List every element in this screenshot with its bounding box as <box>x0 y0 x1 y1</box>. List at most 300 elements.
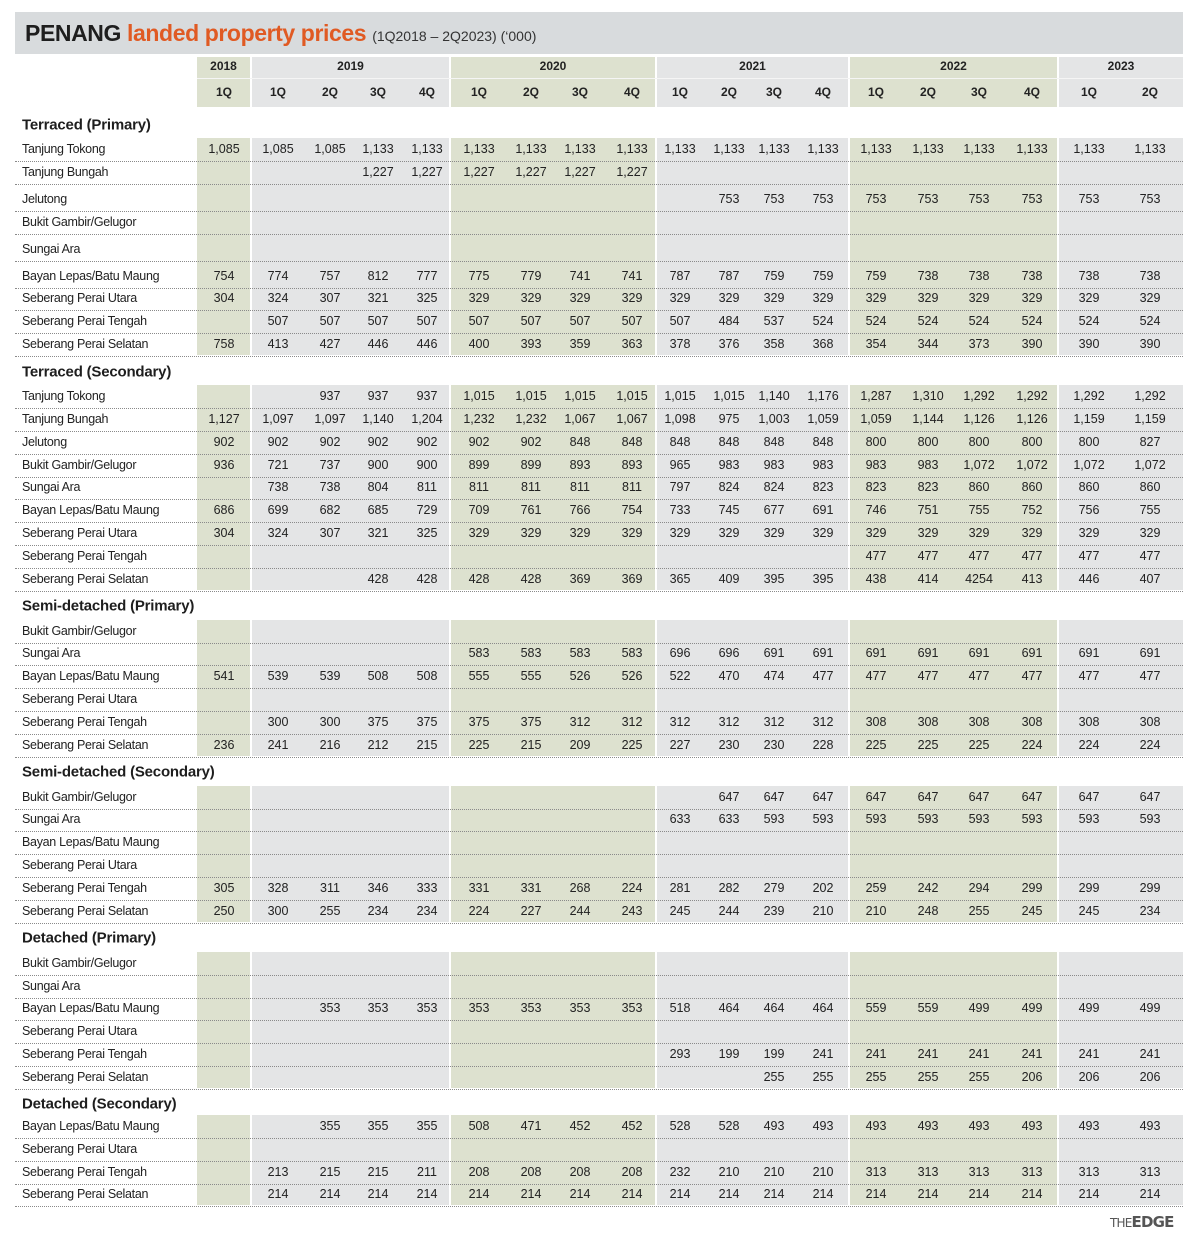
table-cell: 741 <box>569 268 591 283</box>
row-divider <box>15 591 1183 592</box>
table-cell: 308 <box>917 714 939 729</box>
table-cell: 691 <box>812 645 834 660</box>
table-cell: 686 <box>213 502 235 517</box>
table-cell: 738 <box>1139 268 1161 283</box>
table-cell: 1,292 <box>1016 388 1048 403</box>
row-label: Sungai Ara <box>22 978 81 993</box>
table-cell: 899 <box>468 457 490 472</box>
table-cell: 243 <box>621 903 643 918</box>
table-cell: 555 <box>520 668 542 683</box>
row-label: Seberang Perai Tengah <box>22 313 147 328</box>
table-cell: 507 <box>621 313 643 328</box>
table-cell: 738 <box>319 479 341 494</box>
table-cell: 234 <box>367 903 389 918</box>
table-cell: 452 <box>569 1118 591 1133</box>
table-cell: 753 <box>1021 191 1043 206</box>
table-cell: 524 <box>1021 313 1043 328</box>
table-cell: 300 <box>319 714 341 729</box>
row-divider <box>15 831 1183 832</box>
table-cell: 758 <box>213 336 235 351</box>
row-divider <box>15 643 1183 644</box>
table-cell: 1,140 <box>362 411 394 426</box>
row-divider <box>15 734 1183 735</box>
table-cell: 1,176 <box>807 388 839 403</box>
table-cell: 691 <box>763 645 785 660</box>
table-cell: 227 <box>669 737 691 752</box>
section-title: Detached (Primary) <box>22 929 156 947</box>
table-cell: 214 <box>1078 1186 1100 1201</box>
table-cell: 777 <box>416 268 438 283</box>
table-cell: 331 <box>520 880 542 895</box>
table-cell: 241 <box>1078 1046 1100 1061</box>
table-cell: 1,133 <box>362 141 394 156</box>
row-divider <box>15 288 1183 289</box>
table-cell: 427 <box>319 336 341 351</box>
table-cell: 741 <box>621 268 643 283</box>
section-title: Detached (Secondary) <box>22 1095 177 1113</box>
quarter-header: 1Q <box>671 85 689 99</box>
table-cell: 333 <box>416 880 438 895</box>
table-cell: 224 <box>1021 737 1043 752</box>
table-cell: 507 <box>569 313 591 328</box>
table-cell: 239 <box>763 903 785 918</box>
table-cell: 860 <box>1021 479 1043 494</box>
table-cell: 583 <box>569 645 591 660</box>
table-cell: 329 <box>1139 290 1161 305</box>
table-cell: 353 <box>468 1000 490 1015</box>
table-cell: 369 <box>569 571 591 586</box>
table-cell: 746 <box>865 502 887 517</box>
table-cell: 355 <box>319 1118 341 1133</box>
table-cell: 268 <box>569 880 591 895</box>
table-cell: 1,133 <box>963 141 995 156</box>
table-cell: 800 <box>917 434 939 449</box>
table-cell: 293 <box>669 1046 691 1061</box>
table-cell: 308 <box>968 714 990 729</box>
table-cell: 225 <box>917 737 939 752</box>
table-cell: 518 <box>669 1000 691 1015</box>
table-cell: 647 <box>1078 789 1100 804</box>
table-cell: 633 <box>669 811 691 826</box>
row-label: Seberang Perai Tengah <box>22 1046 147 1061</box>
table-cell: 975 <box>718 411 740 426</box>
row-label: Bukit Gambir/Gelugor <box>22 955 137 970</box>
quarter-header: 2Q <box>1141 85 1159 99</box>
table-cell: 721 <box>267 457 289 472</box>
table-cell: 493 <box>917 1118 939 1133</box>
table-cell: 299 <box>1021 880 1043 895</box>
table-cell: 305 <box>213 880 235 895</box>
quarter-header: 2Q <box>720 85 738 99</box>
table-cell: 811 <box>570 479 590 494</box>
table-cell: 329 <box>718 290 740 305</box>
table-cell: 1,133 <box>1134 141 1166 156</box>
table-cell: 696 <box>718 645 740 660</box>
table-cell: 737 <box>319 457 341 472</box>
table-cell: 1,133 <box>713 141 745 156</box>
row-divider <box>15 975 1183 976</box>
table-cell: 733 <box>669 502 691 517</box>
table-cell: 245 <box>669 903 691 918</box>
row-label: Tanjung Bungah <box>22 411 109 426</box>
quarter-header: 1Q <box>215 85 233 99</box>
row-label: Bayan Lepas/Batu Maung <box>22 834 160 849</box>
table-cell: 593 <box>763 811 785 826</box>
table-cell: 647 <box>763 789 785 804</box>
quarter-header: 1Q <box>1080 85 1098 99</box>
table-cell: 324 <box>267 525 289 540</box>
the-edge-logo <box>1110 1213 1174 1231</box>
table-cell: 738 <box>917 268 939 283</box>
table-cell: 541 <box>213 668 235 683</box>
table-cell: 507 <box>319 313 341 328</box>
table-cell: 474 <box>763 668 785 683</box>
table-cell: 224 <box>621 880 643 895</box>
title-suffix: (1Q2018 – 2Q2023) (‘000) <box>372 28 537 44</box>
row-divider <box>15 333 1183 334</box>
table-cell: 446 <box>367 336 389 351</box>
table-cell: 524 <box>1139 313 1161 328</box>
table-cell: 395 <box>812 571 834 586</box>
row-divider <box>15 1089 1183 1090</box>
table-cell: 1,133 <box>1016 141 1048 156</box>
table-cell: 848 <box>812 434 834 449</box>
table-cell: 507 <box>367 313 389 328</box>
table-cell: 1,085 <box>208 141 240 156</box>
table-cell: 860 <box>1078 479 1100 494</box>
table-cell: 452 <box>621 1118 643 1133</box>
table-cell: 375 <box>520 714 542 729</box>
table-cell: 499 <box>1021 1000 1043 1015</box>
table-cell: 493 <box>865 1118 887 1133</box>
table-cell: 1,133 <box>564 141 596 156</box>
row-label: Seberang Perai Selatan <box>22 903 149 918</box>
table-cell: 1,127 <box>208 411 240 426</box>
table-cell: 1,067 <box>564 411 596 426</box>
table-cell: 593 <box>865 811 887 826</box>
logo-prefix: THE <box>1110 1216 1132 1230</box>
table-cell: 1,232 <box>515 411 547 426</box>
table-cell: 208 <box>468 1164 490 1179</box>
table-cell: 823 <box>917 479 939 494</box>
table-cell: 329 <box>621 290 643 305</box>
table-cell: 241 <box>812 1046 834 1061</box>
table-cell: 321 <box>367 290 389 305</box>
table-cell: 507 <box>468 313 490 328</box>
table-cell: 691 <box>968 645 990 660</box>
table-cell: 1,067 <box>616 411 648 426</box>
page-title <box>25 20 536 47</box>
row-label: Tanjung Bungah <box>22 164 109 179</box>
table-cell: 1,133 <box>616 141 648 156</box>
table-cell: 477 <box>968 548 990 563</box>
table-cell: 983 <box>718 457 740 472</box>
row-label: Bayan Lepas/Batu Maung <box>22 668 160 683</box>
table-cell: 215 <box>416 737 438 752</box>
row-divider <box>15 854 1183 855</box>
table-cell: 214 <box>367 1186 389 1201</box>
table-cell: 593 <box>968 811 990 826</box>
table-cell: 414 <box>917 571 939 586</box>
table-cell: 647 <box>865 789 887 804</box>
table-cell: 400 <box>468 336 490 351</box>
table-cell: 471 <box>520 1118 542 1133</box>
table-cell: 507 <box>520 313 542 328</box>
table-cell: 208 <box>569 1164 591 1179</box>
table-cell: 522 <box>669 668 691 683</box>
table-cell: 313 <box>1139 1164 1161 1179</box>
table-cell: 255 <box>865 1069 887 1084</box>
table-cell: 1,097 <box>262 411 294 426</box>
table-cell: 214 <box>468 1186 490 1201</box>
table-cell: 860 <box>1139 479 1161 494</box>
table-cell: 937 <box>367 388 389 403</box>
table-cell: 375 <box>468 714 490 729</box>
table-cell: 738 <box>1078 268 1100 283</box>
table-cell: 811 <box>417 479 437 494</box>
table-cell: 848 <box>569 434 591 449</box>
table-cell: 902 <box>267 434 289 449</box>
table-cell: 691 <box>1139 645 1161 660</box>
row-label: Seberang Perai Utara <box>22 691 137 706</box>
table-cell: 593 <box>1078 811 1100 826</box>
table-cell: 1,133 <box>860 141 892 156</box>
table-cell: 214 <box>865 1186 887 1201</box>
table-cell: 1,227 <box>616 164 648 179</box>
section-title: Semi-detached (Primary) <box>22 597 195 615</box>
table-cell: 508 <box>468 1118 490 1133</box>
table-cell: 232 <box>669 1164 691 1179</box>
table-cell: 1,227 <box>362 164 394 179</box>
row-divider <box>15 211 1183 212</box>
table-cell: 797 <box>669 479 691 494</box>
table-cell: 329 <box>763 290 785 305</box>
row-label: Sungai Ara <box>22 241 81 256</box>
table-cell: 245 <box>1078 903 1100 918</box>
table-cell: 753 <box>812 191 834 206</box>
table-cell: 823 <box>865 479 887 494</box>
table-cell: 1,015 <box>463 388 495 403</box>
table-cell: 214 <box>917 1186 939 1201</box>
table-cell: 312 <box>669 714 691 729</box>
table-cell: 738 <box>1021 268 1043 283</box>
row-divider <box>15 522 1183 523</box>
table-cell: 738 <box>267 479 289 494</box>
row-label: Bukit Gambir/Gelugor <box>22 789 137 804</box>
table-cell: 329 <box>812 290 834 305</box>
table-cell: 1,059 <box>807 411 839 426</box>
table-cell: 438 <box>865 571 887 586</box>
table-cell: 464 <box>718 1000 740 1015</box>
table-cell: 428 <box>468 571 490 586</box>
table-cell: 499 <box>1078 1000 1100 1015</box>
table-cell: 446 <box>416 336 438 351</box>
row-divider <box>15 261 1183 262</box>
table-cell: 1,133 <box>1073 141 1105 156</box>
table-cell: 900 <box>416 457 438 472</box>
table-cell: 413 <box>1021 571 1043 586</box>
table-cell: 633 <box>718 811 740 826</box>
table-cell: 499 <box>1139 1000 1161 1015</box>
table-cell: 244 <box>569 903 591 918</box>
table-cell: 255 <box>917 1069 939 1084</box>
table-cell: 225 <box>468 737 490 752</box>
table-cell: 1,126 <box>1016 411 1048 426</box>
quarter-header: 4Q <box>814 85 832 99</box>
table-cell: 329 <box>669 525 691 540</box>
price-table <box>15 57 1183 1207</box>
table-cell: 311 <box>320 880 340 895</box>
table-cell: 1,072 <box>1016 457 1048 472</box>
table-cell: 1,159 <box>1134 411 1166 426</box>
table-cell: 224 <box>468 903 490 918</box>
table-cell: 893 <box>621 457 643 472</box>
table-cell: 308 <box>1139 714 1161 729</box>
table-cell: 936 <box>213 457 235 472</box>
table-cell: 983 <box>865 457 887 472</box>
table-cell: 691 <box>1021 645 1043 660</box>
table-cell: 4254 <box>965 571 993 586</box>
row-divider <box>15 545 1183 546</box>
table-cell: 691 <box>812 502 834 517</box>
table-cell: 524 <box>917 313 939 328</box>
table-cell: 753 <box>763 191 785 206</box>
table-cell: 208 <box>621 1164 643 1179</box>
table-cell: 214 <box>621 1186 643 1201</box>
table-cell: 756 <box>1078 502 1100 517</box>
table-cell: 493 <box>812 1118 834 1133</box>
section-title: Terraced (Secondary) <box>22 363 172 381</box>
table-cell: 300 <box>267 903 289 918</box>
table-cell: 329 <box>468 290 490 305</box>
table-cell: 329 <box>812 525 834 540</box>
table-cell: 811 <box>622 479 642 494</box>
row-label: Bayan Lepas/Batu Maung <box>22 502 160 517</box>
table-cell: 354 <box>865 336 887 351</box>
table-cell: 477 <box>968 668 990 683</box>
table-cell: 224 <box>1139 737 1161 752</box>
row-divider <box>15 1138 1183 1139</box>
table-cell: 499 <box>968 1000 990 1015</box>
table-cell: 539 <box>319 668 341 683</box>
table-cell: 1,292 <box>1073 388 1105 403</box>
table-cell: 848 <box>621 434 643 449</box>
row-divider <box>15 1206 1183 1207</box>
table-cell: 583 <box>621 645 643 660</box>
table-cell: 299 <box>1078 880 1100 895</box>
table-cell: 312 <box>812 714 834 729</box>
table-cell: 1,059 <box>860 411 892 426</box>
table-cell: 1,133 <box>807 141 839 156</box>
table-cell: 902 <box>520 434 542 449</box>
section-title: Terraced (Primary) <box>22 116 151 134</box>
title-bar <box>15 12 1183 54</box>
row-label: Tanjung Tokong <box>22 388 106 403</box>
table-cell: 787 <box>669 268 691 283</box>
table-cell: 409 <box>718 571 740 586</box>
table-cell: 902 <box>468 434 490 449</box>
table-cell: 1,133 <box>463 141 495 156</box>
table-cell: 313 <box>1078 1164 1100 1179</box>
table-cell: 210 <box>812 1164 834 1179</box>
table-cell: 766 <box>569 502 591 517</box>
table-cell: 214 <box>267 1186 289 1201</box>
table-cell: 308 <box>865 714 887 729</box>
year-header: 2020 <box>539 59 567 73</box>
table-cell: 848 <box>718 434 740 449</box>
quarter-header: 1Q <box>269 85 287 99</box>
table-cell: 329 <box>1021 290 1043 305</box>
table-cell: 752 <box>1021 502 1043 517</box>
row-label: Seberang Perai Utara <box>22 857 137 872</box>
row-divider <box>15 711 1183 712</box>
table-cell: 236 <box>213 737 235 752</box>
table-cell: 477 <box>1078 548 1100 563</box>
table-cell: 647 <box>1139 789 1161 804</box>
table-cell: 507 <box>267 313 289 328</box>
table-cell: 811 <box>469 479 489 494</box>
table-cell: 250 <box>213 903 235 918</box>
table-cell: 753 <box>968 191 990 206</box>
table-cell: 528 <box>669 1118 691 1133</box>
table-cell: 1,227 <box>463 164 495 179</box>
quarter-header: 3Q <box>571 85 589 99</box>
table-cell: 214 <box>520 1186 542 1201</box>
table-cell: 477 <box>865 548 887 563</box>
year-header: 2023 <box>1107 59 1135 73</box>
row-label: Bayan Lepas/Batu Maung <box>22 1118 160 1133</box>
table-cell: 811 <box>521 479 541 494</box>
quarter-header: 3Q <box>765 85 783 99</box>
row-label: Seberang Perai Utara <box>22 290 137 305</box>
row-label: Seberang Perai Utara <box>22 1141 137 1156</box>
table-cell: 241 <box>267 737 289 752</box>
table-cell: 1,015 <box>664 388 696 403</box>
table-cell: 353 <box>367 1000 389 1015</box>
row-label: Bukit Gambir/Gelugor <box>22 457 137 472</box>
table-cell: 373 <box>968 336 990 351</box>
quarter-header: 1Q <box>470 85 488 99</box>
table-cell: 1,003 <box>758 411 790 426</box>
section-title: Semi-detached (Secondary) <box>22 763 215 781</box>
table-cell: 1,072 <box>1073 457 1105 472</box>
row-divider <box>15 665 1183 666</box>
table-cell: 344 <box>917 336 939 351</box>
table-cell: 1,085 <box>314 141 346 156</box>
table-cell: 255 <box>319 903 341 918</box>
table-cell: 753 <box>865 191 887 206</box>
table-cell: 363 <box>621 336 643 351</box>
table-cell: 230 <box>763 737 785 752</box>
row-label: Seberang Perai Tengah <box>22 1164 147 1179</box>
table-cell: 647 <box>812 789 834 804</box>
row-divider <box>15 900 1183 901</box>
row-divider <box>15 877 1183 878</box>
table-cell: 508 <box>367 668 389 683</box>
table-cell: 1,097 <box>314 411 346 426</box>
table-cell: 493 <box>1021 1118 1043 1133</box>
table-cell: 754 <box>621 502 643 517</box>
quarter-header: 4Q <box>1023 85 1041 99</box>
row-label: Jelutong <box>22 191 67 206</box>
table-cell: 212 <box>367 737 389 752</box>
table-cell: 294 <box>968 880 990 895</box>
table-cell: 312 <box>621 714 643 729</box>
table-cell: 228 <box>812 737 834 752</box>
table-cell: 313 <box>917 1164 939 1179</box>
table-cell: 214 <box>812 1186 834 1201</box>
table-cell: 353 <box>569 1000 591 1015</box>
